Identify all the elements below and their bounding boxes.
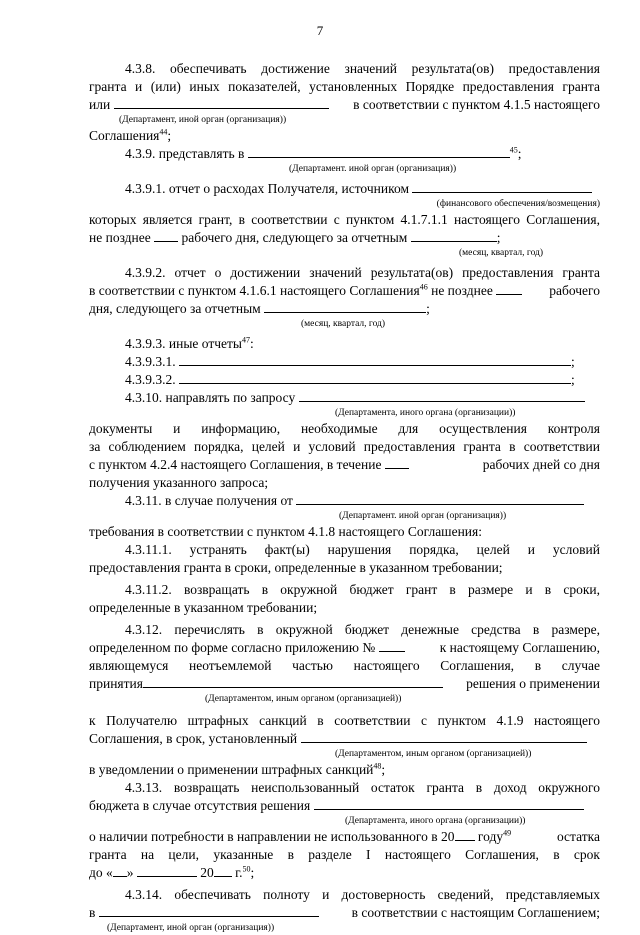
document-body	[89, 60, 600, 935]
clause-line	[89, 639, 600, 657]
clause-line	[89, 904, 600, 922]
fill-in-blank[interactable]	[412, 180, 592, 193]
text: ;	[426, 301, 430, 316]
field-caption: (месяц, квартал, год)	[459, 248, 544, 258]
fill-in-blank[interactable]	[114, 96, 329, 109]
field-caption: (Департаментом, иным органом (организацией))	[335, 749, 532, 759]
clause-line: 4.3.12. перечислять в окружной бюджет денежные средства в размере,	[125, 622, 600, 637]
text: ;	[496, 230, 501, 245]
footnote-ref: 50	[242, 864, 251, 874]
clause-4-3-9-1	[89, 180, 600, 260]
clause-4-3-9-2	[89, 264, 600, 331]
fill-in-blank[interactable]	[113, 864, 127, 877]
clause-line	[89, 456, 600, 474]
clause-line	[89, 389, 600, 407]
clause-line	[89, 864, 600, 882]
field-caption: (Департамента, иного органа (организации))	[345, 816, 526, 826]
text: 4.3.9.3.2.	[125, 372, 176, 387]
text: 4.3.10. направлять по запросу	[125, 390, 296, 405]
clause-line	[89, 282, 600, 300]
list-item	[89, 353, 600, 371]
field-caption: (Департамент. иной орган (организация))	[289, 164, 457, 174]
text: ;	[167, 128, 172, 143]
fill-in-blank[interactable]	[411, 229, 497, 242]
text: ;	[381, 762, 386, 777]
fill-in-blank[interactable]	[496, 282, 522, 295]
fill-in-blank[interactable]	[154, 229, 178, 242]
text: в соответствии с настоящим Соглашением;	[351, 905, 600, 920]
clause-line: гранта на цели, указанные в разделе I настоящего Соглашения, в срок	[89, 847, 600, 862]
text: определенном по форме согласно приложению №	[89, 640, 376, 655]
text: 4.3.9.3. иные отчеты	[125, 336, 242, 351]
text: 4.3.11. в случае получения от	[125, 493, 293, 508]
footnote-ref: 48	[373, 761, 382, 771]
clause-line: определенные в указанном требовании;	[89, 600, 318, 615]
text: ;	[517, 146, 522, 161]
list-item	[89, 371, 600, 389]
clause-line: которых является грант, в соответствии с пунктом 4.1.7.1.1 настоящего Соглашения,	[89, 212, 600, 227]
footnote-ref: 44	[159, 127, 168, 137]
field-caption: (месяц, квартал, год)	[301, 319, 386, 329]
text: в уведомлении о применении штрафных санкций	[89, 762, 374, 777]
clause-4-3-11-1	[89, 541, 600, 577]
clause-line	[89, 675, 600, 693]
clause-4-3-9	[89, 145, 600, 176]
fill-in-blank[interactable]	[248, 145, 510, 158]
clause-line: документы и информацию, необходимые для осуществления контроля	[89, 421, 600, 436]
clause-4-3-11-2	[89, 581, 600, 617]
clause-4-3-12	[89, 621, 600, 779]
text: принятия	[89, 676, 143, 691]
fill-in-blank[interactable]	[379, 639, 405, 652]
clause-line	[89, 761, 600, 779]
text: году	[477, 829, 504, 844]
fill-in-blank[interactable]	[179, 353, 571, 366]
clause-line	[89, 127, 600, 145]
text: в соответствии с пунктом 4.1.5 настоящего	[353, 97, 600, 112]
text: дня, следующего за отчетным	[89, 301, 261, 316]
text: 20	[200, 865, 214, 880]
clause-line: 4.3.9.2. отчет о достижении значений результата(ов) предоставления гранта	[125, 265, 600, 280]
clause-4-3-14	[89, 886, 600, 935]
clause-line	[89, 300, 600, 318]
text: или	[89, 97, 111, 112]
fill-in-blank[interactable]	[385, 456, 409, 469]
clause-line	[89, 828, 600, 846]
clause-4-3-8	[89, 60, 600, 145]
clause-line: гранта и (или) иных показателей, установленных Порядке предоставления гранта	[89, 79, 600, 94]
clause-line: требования в соответствии с пунктом 4.1.8 настоящего Соглашения:	[89, 524, 482, 539]
footnote-ref: 49	[503, 828, 512, 838]
clause-line: 4.3.8. обеспечивать достижение значений результата(ов) предоставления	[125, 61, 600, 76]
page-number: 7	[316, 23, 324, 38]
clause-line	[89, 180, 600, 198]
text: рабочего	[549, 283, 600, 298]
text: Соглашения, в срок, установленный	[89, 731, 298, 746]
fill-in-blank[interactable]	[455, 828, 475, 841]
text: рабочих дней со дня	[482, 457, 600, 472]
text: решения о применении	[466, 676, 600, 691]
clause-line	[89, 229, 600, 247]
text: к настоящему Соглашению,	[439, 640, 600, 655]
text: Соглашения	[89, 128, 160, 143]
fill-in-blank[interactable]	[137, 864, 197, 877]
text: рабочего дня, следующего за отчетным	[181, 230, 408, 245]
field-caption: (Департаментом, иным органом (организацией))	[205, 694, 402, 704]
clause-line	[89, 797, 600, 815]
clause-line: 4.3.11.1. устранять факт(ы) нарушения порядка, целей и условий	[125, 542, 600, 557]
fill-in-blank[interactable]	[264, 300, 426, 313]
text: в соответствии с пунктом 4.1.6.1 настоящего Соглашения	[89, 283, 420, 298]
clause-line	[89, 145, 600, 163]
field-caption: (Департамента, иного органа (организации))	[335, 408, 516, 418]
text: ;	[571, 354, 575, 369]
text: остатка	[556, 829, 600, 844]
footnote-ref: 45	[509, 145, 518, 155]
text: до «	[89, 865, 113, 880]
text: :	[250, 336, 254, 351]
clause-line: являющемуся неотъемлемой частью настоящего Соглашения, в случае	[89, 658, 600, 673]
field-caption: (Департамент, иной орган (организация))	[119, 115, 287, 125]
fill-in-blank[interactable]	[143, 675, 443, 688]
fill-in-blank[interactable]	[99, 904, 319, 917]
text: ;	[250, 865, 255, 880]
clause-4-3-9-3	[89, 335, 600, 389]
footnote-ref: 47	[242, 335, 250, 345]
clause-line: 4.3.13. возвращать неиспользованный остаток гранта в доход окружного	[125, 780, 600, 795]
field-caption: (Департамент, иной орган (организация))	[107, 923, 275, 933]
clause-line	[89, 492, 600, 510]
text: г.	[235, 865, 243, 880]
clause-line: 4.3.11.2. возвращать в окружной бюджет грант в размере и в сроки,	[125, 582, 600, 597]
footnote-ref: 46	[419, 282, 428, 292]
fill-in-blank[interactable]	[214, 864, 232, 877]
text: 4.3.9.3.1.	[125, 354, 176, 369]
clause-line: за соблюдением порядка, целей и условий предоставления гранта в соответствии	[89, 439, 600, 454]
text: с пунктом 4.2.4 настоящего Соглашения, в течение	[89, 457, 382, 472]
text: в	[89, 905, 96, 920]
fill-in-blank[interactable]	[314, 797, 584, 810]
fill-in-blank[interactable]	[301, 730, 587, 743]
text: бюджета в случае отсутствия решения	[89, 798, 311, 813]
clause-4-3-10	[89, 389, 600, 492]
fill-in-blank[interactable]	[179, 371, 571, 384]
field-caption: (финансового обеспечения/возмещения)	[436, 199, 600, 209]
text: ;	[571, 372, 575, 387]
text: 4.3.9.1. отчет о расходах Получателя, источником	[125, 181, 409, 196]
field-caption: (Департамент. иной орган (организация))	[339, 511, 507, 521]
text: о наличии потребности в направлении не использованного в 20	[89, 829, 455, 844]
fill-in-blank[interactable]	[299, 389, 585, 402]
clause-line	[89, 96, 600, 114]
clause-line: предоставления гранта в сроки, определенные в указанном требовании;	[89, 560, 503, 575]
fill-in-blank[interactable]	[296, 492, 584, 505]
text: 4.3.9. представлять в	[125, 146, 245, 161]
clause-line	[89, 730, 600, 748]
clause-line	[89, 335, 600, 353]
clause-line: 4.3.14. обеспечивать полноту и достоверность сведений, представляемых	[125, 887, 600, 902]
text: не позднее	[431, 283, 493, 298]
clause-line: к Получателю штрафных санкций в соответствии с пунктом 4.1.9 настоящего	[89, 713, 600, 728]
clause-4-3-11	[89, 492, 600, 541]
clause-line: получения указанного запроса;	[89, 475, 269, 490]
text: »	[126, 865, 134, 880]
text: не позднее	[89, 230, 151, 245]
clause-4-3-13	[89, 779, 600, 882]
